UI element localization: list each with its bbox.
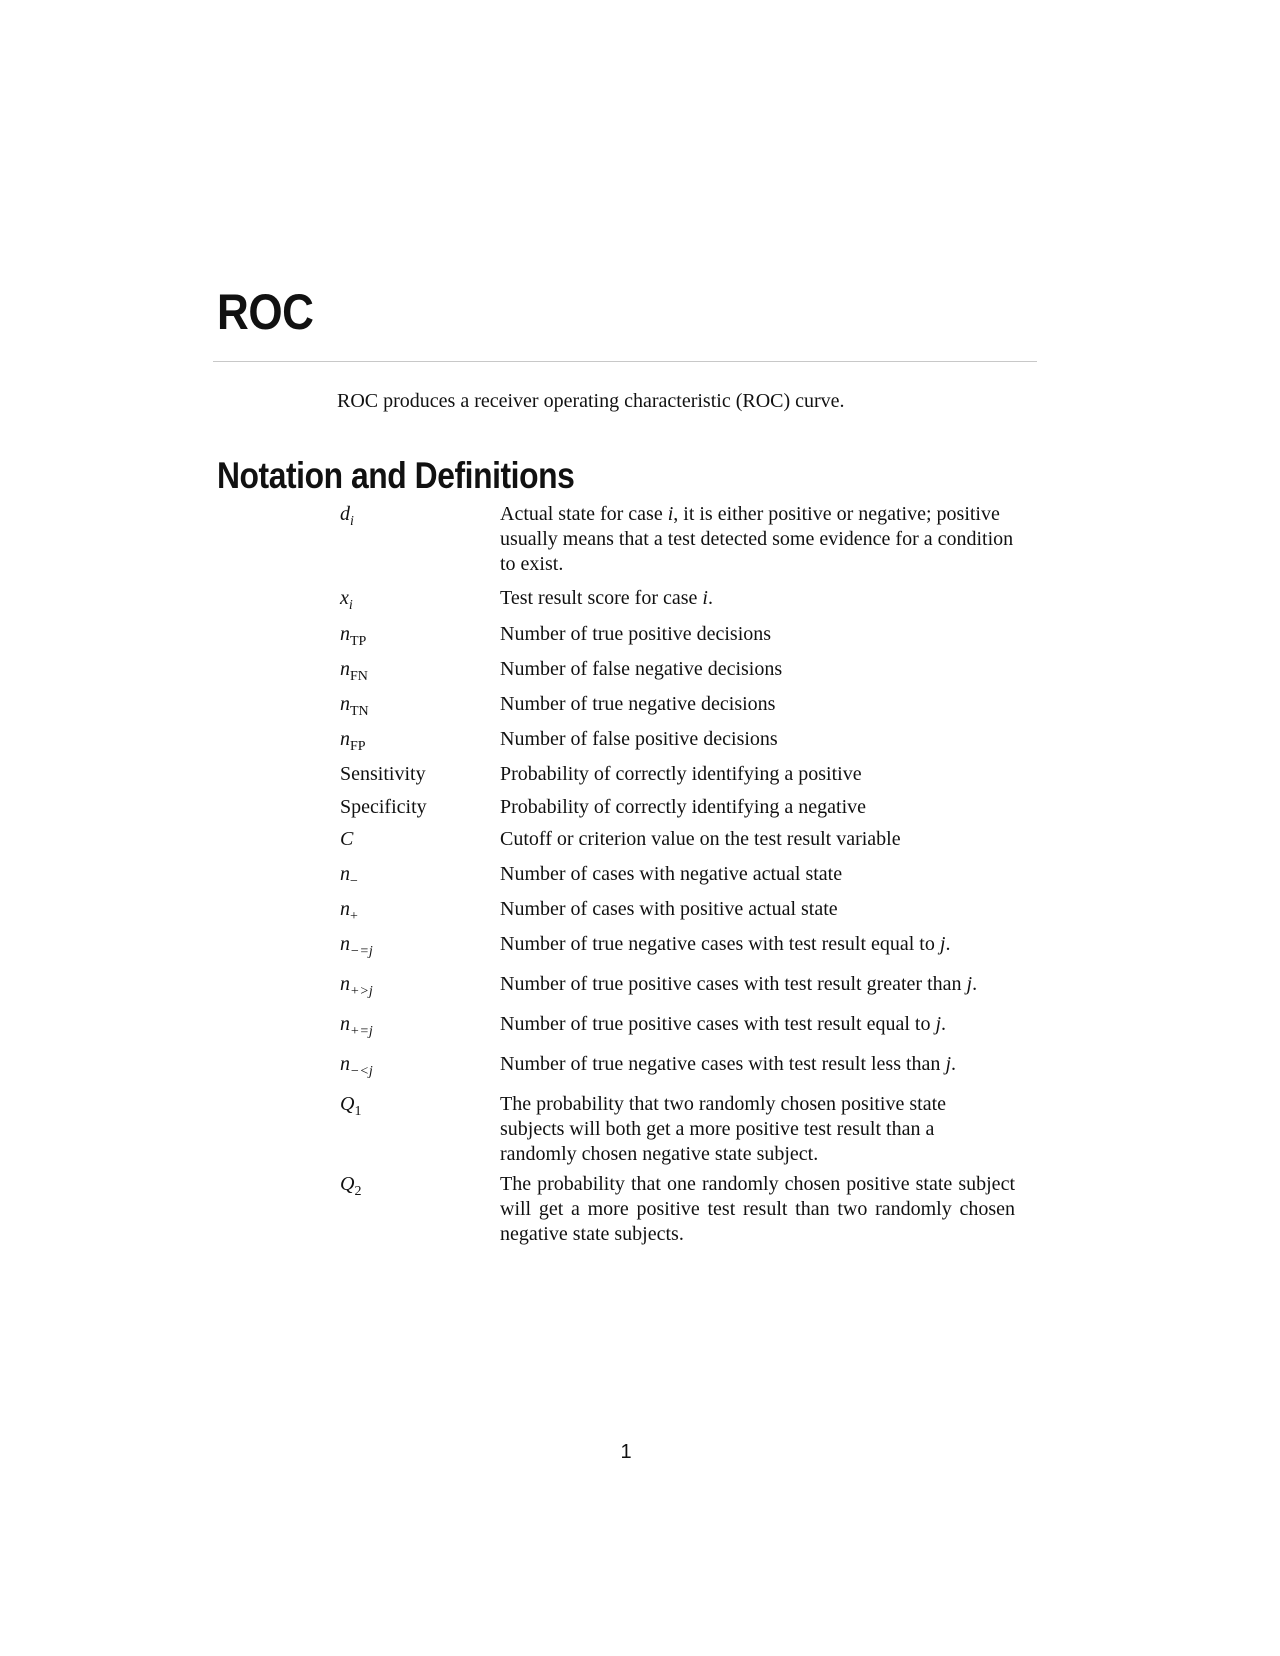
definition-term: $n_{-<j}$ — [340, 1053, 373, 1079]
definition-term: Specificity — [340, 796, 427, 818]
definition-text: Number of true negative cases with test result equal to j. — [500, 933, 951, 955]
definition-term: Sensitivity — [340, 763, 426, 785]
definition-text: Number of cases with positive actual state — [500, 898, 838, 920]
definition-text: Number of true negative cases with test result less than j. — [500, 1053, 956, 1075]
definition-text: The probability that two randomly chosen positive state subjects will both get a more positive test result than a randomly chosen negative state subject. — [500, 1093, 947, 1165]
definition-text: Number of true positive cases with test result equal to j. — [500, 1013, 947, 1035]
definition-text: Number of true negative decisions — [500, 693, 776, 715]
definition-term: $n_{+>j}$ — [340, 973, 373, 999]
definition-text: Probability of correctly identifying a negative — [500, 796, 866, 818]
definition-term: $n_{TP}$ — [340, 623, 367, 649]
definition-term: $Q_1$ — [340, 1093, 362, 1119]
intro-text: ROC produces a receiver operating characteristic (ROC) curve. — [337, 390, 845, 412]
definition-text: Actual state for case i, it is either positive or negative; positive usually means that a test detected some evidence for a condition to exist. — [500, 503, 1014, 575]
definition-term: $n_{-=j}$ — [340, 933, 373, 959]
definition-text: Test result score for case i. — [500, 587, 713, 609]
definition-term: $n_-$ — [340, 863, 358, 889]
definition-term: C — [340, 828, 354, 850]
definition-text: Number of cases with negative actual state — [500, 863, 843, 885]
definition-text: Number of true positive cases with test result greater than j. — [500, 973, 978, 995]
definition-term: $Q_2$ — [340, 1173, 362, 1199]
definition-text: Number of false positive decisions — [500, 728, 778, 750]
page-number: 1 — [620, 1441, 632, 1463]
definition-text: Cutoff or criterion value on the test result variable — [500, 828, 901, 850]
definition-term: $d_i$ — [340, 503, 354, 529]
definition-text: The probability that one randomly chosen positive state subject will get a more positive test result than two randomly chosen negative state subjects. — [500, 1173, 1015, 1245]
definition-text: Number of true positive decisions — [500, 623, 772, 645]
definition-term: $n_{FP}$ — [340, 728, 366, 754]
definition-term: $n_{TN}$ — [340, 693, 369, 719]
definition-text: Probability of correctly identifying a positive — [500, 763, 862, 785]
definition-term: $n_+$ — [340, 898, 358, 924]
definition-text: Number of false negative decisions — [500, 658, 783, 680]
definition-term: $n_{FN}$ — [340, 658, 368, 684]
section-heading: Notation and Definitions — [217, 455, 575, 496]
definition-term: $n_{+=j}$ — [340, 1013, 373, 1039]
page-title: ROC — [217, 284, 314, 340]
title-divider — [213, 361, 1037, 362]
definition-term: $x_i$ — [340, 587, 353, 613]
